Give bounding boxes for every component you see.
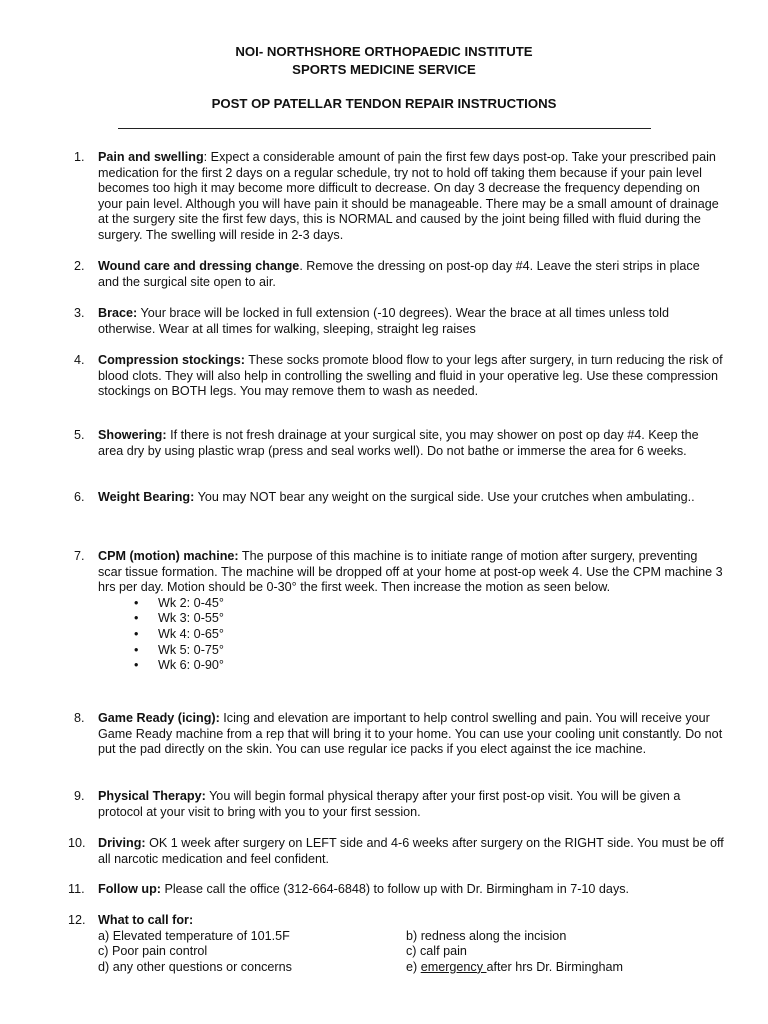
instruction-item-9 (74, 789, 724, 820)
bullet: • (134, 595, 139, 610)
item-text: Icing and elevation are important to help control swelling and pain. You will receive your Game Ready machine from a rep that will bring it to your home. You can use your cooling unit constantly. Do not put the pad directly on the skin. You can use regular ice packs if you elect against the ice machine. (98, 711, 723, 757)
item-label: Game Ready (icing): (98, 711, 220, 725)
item-text: : Expect a considerable amount of pain the first few days post-op. Take your prescribed pain medication for the first 2 days on a regular schedule, try not to hold off taking them because if your pain level becomes too high it may become more difficult to decrease. On day 3 decrease the frequency depending on your pain level. Although you will have pain it should be manageable. There may be a small amount of drainage at the surgery site the first few days, this is NORMAL and caused by the joint being filled with fluid during the surgery. The swelling will reside in 2-3 days. (98, 150, 719, 242)
item-number: 6. (74, 490, 85, 504)
item-number: 9. (74, 789, 85, 803)
item-text: . Remove the dressing on post-op day #4. Leave the steri strips in place and the surgical site open to air. (98, 259, 700, 289)
instruction-item-7 (74, 549, 724, 674)
call-for-item: c) calf pain (406, 944, 467, 959)
item-text: The purpose of this machine is to initiate range of motion after surgery, preventing scar tissue formation. The machine will be dropped off at your home at post-op week 4. Use the CPM machine 3 hrs per day. Motion should be 0-30° the first week. Then increase the motion as seen below. (98, 549, 723, 595)
bullet: • (134, 626, 139, 641)
instruction-item-10 (68, 836, 724, 867)
item-text: OK 1 week after surgery on LEFT side and 4-6 weeks after surgery on the RIGHT side. You must be off all narcotic medication and feel confident. (98, 836, 724, 866)
item-number: 3. (74, 306, 85, 320)
cpm-progression-list (98, 596, 724, 674)
bullet: • (134, 658, 139, 673)
instruction-item-3 (74, 306, 724, 337)
call-for-list (98, 929, 724, 976)
item-number: 7. (74, 549, 85, 563)
call-for-item: d) any other questions or concerns (98, 959, 292, 974)
item-label: Driving: (98, 836, 146, 850)
item-text: You will begin formal physical therapy after your first post-op visit. You will be given a protocol at your visit to bring with you to your first session. (98, 789, 681, 819)
document-title: POST OP PATELLAR TENDON REPAIR INSTRUCTIONS (211, 96, 557, 111)
instruction-item-2 (74, 259, 724, 290)
item-label: Physical Therapy: (98, 789, 206, 803)
item-label: Showering: (98, 428, 167, 442)
item-number: 2. (74, 259, 85, 273)
item-label: Brace: (98, 306, 138, 320)
item-label: Wound care and dressing change (98, 259, 300, 273)
item-label: Pain and swelling (98, 150, 204, 164)
item-label: Weight Bearing: (98, 490, 195, 504)
instruction-item-1 (74, 150, 724, 244)
item-number: 10. (68, 836, 86, 850)
list-item: • Wk 4: 0-65° (134, 626, 224, 641)
call-for-item: b) redness along the incision (406, 928, 567, 943)
item-label: What to call for: (98, 913, 194, 927)
item-text: You may NOT bear any weight on the surgical side. Use your crutches when ambulating.. (194, 490, 695, 504)
list-item: • Wk 3: 0-55° (134, 611, 224, 626)
title-divider (118, 128, 651, 129)
item-number: 11. (68, 882, 85, 896)
item-text: Your brace will be locked in full extension (-10 degrees). Wear the brace at all times unless told otherwise. Wear at all times for walking, sleeping, straight leg raises (98, 306, 669, 336)
instruction-item-5 (74, 428, 724, 459)
list-item: • Wk 5: 0-75° (134, 642, 224, 657)
item-number: 1. (74, 150, 85, 164)
item-number: 12. (68, 913, 86, 927)
item-text: Please call the office (312-664-6848) to follow up with Dr. Birmingham in 7-10 days. (160, 882, 630, 896)
call-for-item: e) emergency after hrs Dr. Birmingham (406, 959, 623, 974)
bullet: • (134, 642, 139, 657)
item-label: CPM (motion) machine: (98, 549, 239, 563)
item-label: Follow up: (98, 882, 161, 896)
item-text: These socks promote blood flow to your legs after surgery, in turn reducing the risk of blood clots. They will also help in controlling the swelling and fluid in your operative leg. Use these compression stockings on BOTH legs. You may remove them to wash as needed. (98, 353, 723, 399)
list-item: • Wk 6: 0-90° (134, 658, 224, 673)
instruction-item-11 (68, 882, 724, 898)
item-number: 8. (74, 711, 85, 725)
item-number: 5. (74, 428, 85, 442)
list-item: • Wk 2: 0-45° (134, 595, 224, 610)
emergency-underlined: emergency (420, 959, 487, 974)
item-text: If there is not fresh drainage at your surgical site, you may shower on post op day #4. Keep the area dry by using plastic wrap (press and seal works well). Do not bathe or immerse the area for 6 weeks. (98, 428, 699, 458)
item-label: Compression stockings: (98, 353, 245, 367)
bullet: • (134, 611, 139, 626)
service-name: SPORTS MEDICINE SERVICE (292, 62, 476, 77)
org-name: NOI- NORTHSHORE ORTHOPAEDIC INSTITUTE (235, 44, 533, 59)
instruction-item-8 (74, 711, 724, 758)
instruction-item-12 (68, 913, 724, 975)
call-for-item: c) Poor pain control (98, 944, 208, 959)
call-for-item: a) Elevated temperature of 101.5F (98, 928, 290, 943)
instruction-item-4 (74, 353, 724, 400)
item-number: 4. (74, 353, 85, 367)
instruction-item-6 (74, 490, 724, 506)
